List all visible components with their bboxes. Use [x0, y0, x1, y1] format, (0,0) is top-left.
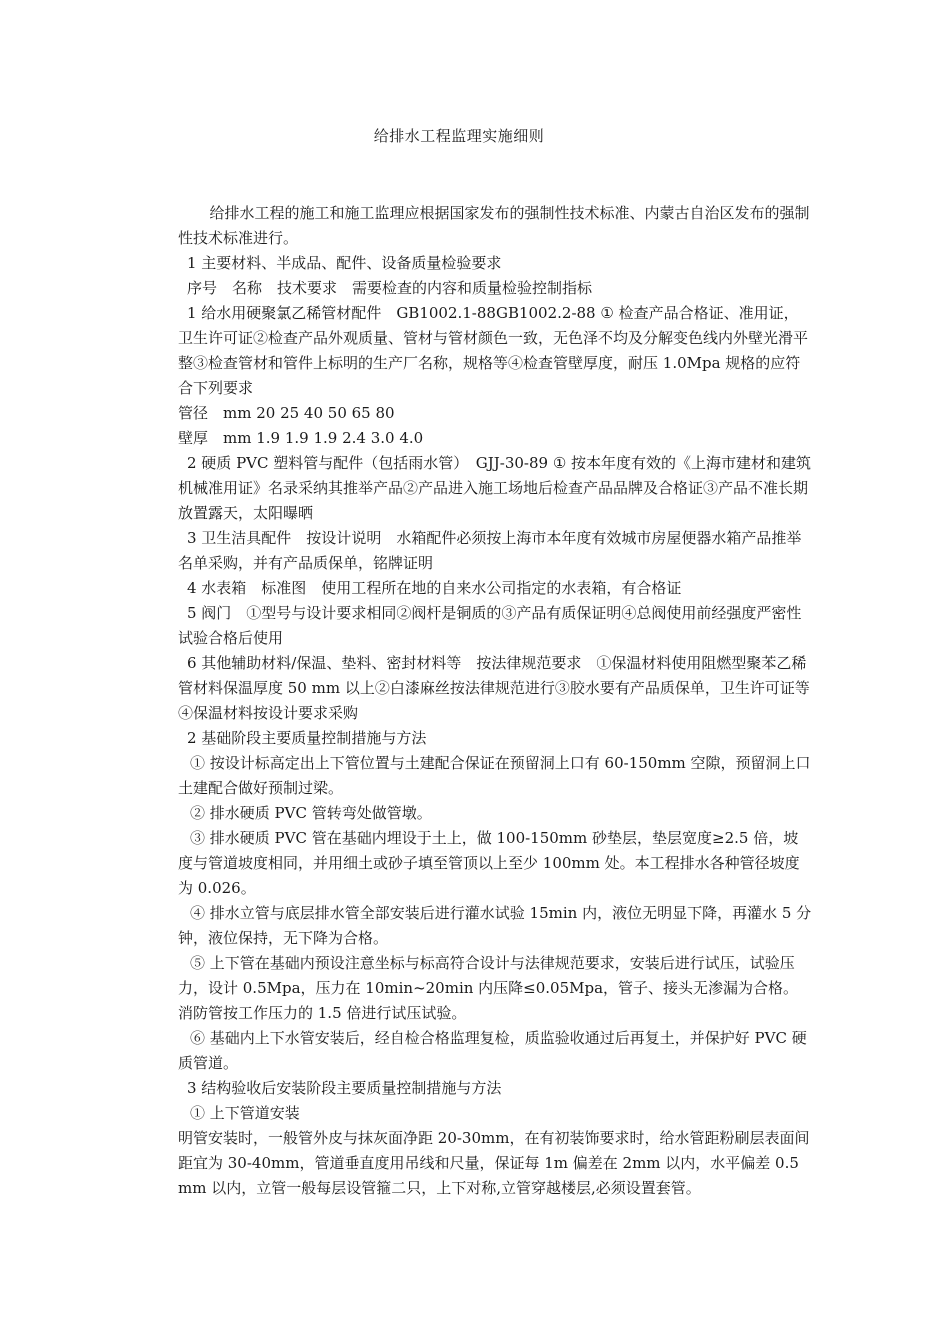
paragraph: 2 硬质 PVC 塑料管与配件（包括雨水管） GJJ-30-89 ① 按本年度有效的《上海市建材和建筑机械准用证》名录采纳其推举产品②产品进入施工场地后检查产品品牌及合格证③产品不准长期放置露天，太阳曝晒	[178, 454, 812, 522]
paragraph: 序号 名称 技术要求 需要检查的内容和质量检验控制指标	[187, 279, 593, 297]
paragraph: 3 结构验收后安装阶段主要质量控制措施与方法	[187, 1079, 502, 1097]
paragraph: 1 主要材料、半成品、配件、设备质量检验要求	[187, 254, 502, 272]
paragraph: 1 给水用硬聚氯乙稀管材配件 GB1002.1-88GB1002.2-88 ① 检查产品合格证、准用证，卫生许可证②检查产品外观质量、管材与管材颜色一致，无色泽不均及分解变色线内外壁光滑平整③检查管材和管件上标明的生产厂名称，规格等④检查管壁厚度，耐压 1.0Mpa 规格的应符合下列要求	[178, 304, 809, 397]
paragraph: ③ 排水硬质 PVC 管在基础内埋设于土上，做 100-150mm 砂垫层，垫层宽度≥2.5 倍，坡度与管道坡度相同，并用细土或砂子填至管顶以上至少 100mm 处。本工程排水各种管径坡度为 0.026。	[178, 829, 800, 897]
paragraph: 2 基础阶段主要质量控制措施与方法	[187, 729, 427, 747]
paragraph: 6 其他辅助材料/保温、垫料、密封材料等 按法律规范要求 ①保温材料使用阻燃型聚苯乙稀管材料保温厚度 50 mm 以上②白漆麻丝按法律规范进行③胶水要有产品质保单，卫生许可证等④保温材料按设计要求采购	[178, 654, 810, 722]
paragraph: 5 阀门 ①型号与设计要求相同②阀杆是铜质的③产品有质保证明④总阀使用前经强度严密性试验合格后使用	[178, 604, 802, 647]
paragraph: ④ 排水立管与底层排水管全部安装后进行灌水试验 15min 内，液位无明显下降，再灌水 5 分钟，液位保持，无下降为合格。	[178, 904, 812, 947]
paragraph: ② 排水硬质 PVC 管转弯处做管墩。	[190, 804, 432, 822]
paragraph: ① 上下管道安装	[190, 1104, 300, 1122]
paragraph: 壁厚 mm 1.9 1.9 1.9 2.4 3.0 4.0	[178, 429, 424, 447]
document-body	[178, 201, 812, 1201]
paragraph: 3 卫生洁具配件 按设计说明 水箱配件必须按上海市本年度有效城市房屋便器水箱产品推举名单采购，并有产品质保单，铭牌证明	[178, 529, 802, 572]
paragraph: ⑤ 上下管在基础内预设注意坐标与标高符合设计与法律规范要求，安装后进行试压，试验压力，设计 0.5Mpa，压力在 10min~20min 内压降≤0.05Mpa，管子、接头无渗漏为合格。消防管按工作压力的 1.5 倍进行试压试验。	[178, 954, 799, 1022]
paragraph: 4 水表箱 标准图 使用工程所在地的自来水公司指定的水表箱，有合格证	[187, 579, 682, 597]
paragraph: ⑥ 基础内上下水管安装后，经自检合格监理复检，质监验收通过后再复土，并保护好 PVC 硬质管道。	[178, 1029, 807, 1072]
paragraph: 给排水工程的施工和施工监理应根据国家发布的强制性技术标准、内蒙古自治区发布的强制性技术标准进行。	[178, 204, 810, 247]
paragraph: ① 按设计标高定出上下管位置与土建配合保证在预留洞上口有 60-150mm 空隙，预留洞上口土建配合做好预制过梁。	[178, 754, 811, 797]
paragraph: 明管安装时，一般管外皮与抹灰面净距 20-30mm，在有初装饰要求时，给水管距粉刷层表面间距宜为 30-40mm，管道垂直度用吊线和尺量，保证每 1m 偏差在 2mm 以内，水平偏差 0.5mm 以内，立管一般每层设管箍二只，上下对称,立管穿越楼层,必须设置套管。	[178, 1129, 810, 1197]
paragraph: 管径 mm 20 25 40 50 65 80	[178, 404, 395, 422]
document-title: 给排水工程监理实施细则	[373, 127, 545, 145]
